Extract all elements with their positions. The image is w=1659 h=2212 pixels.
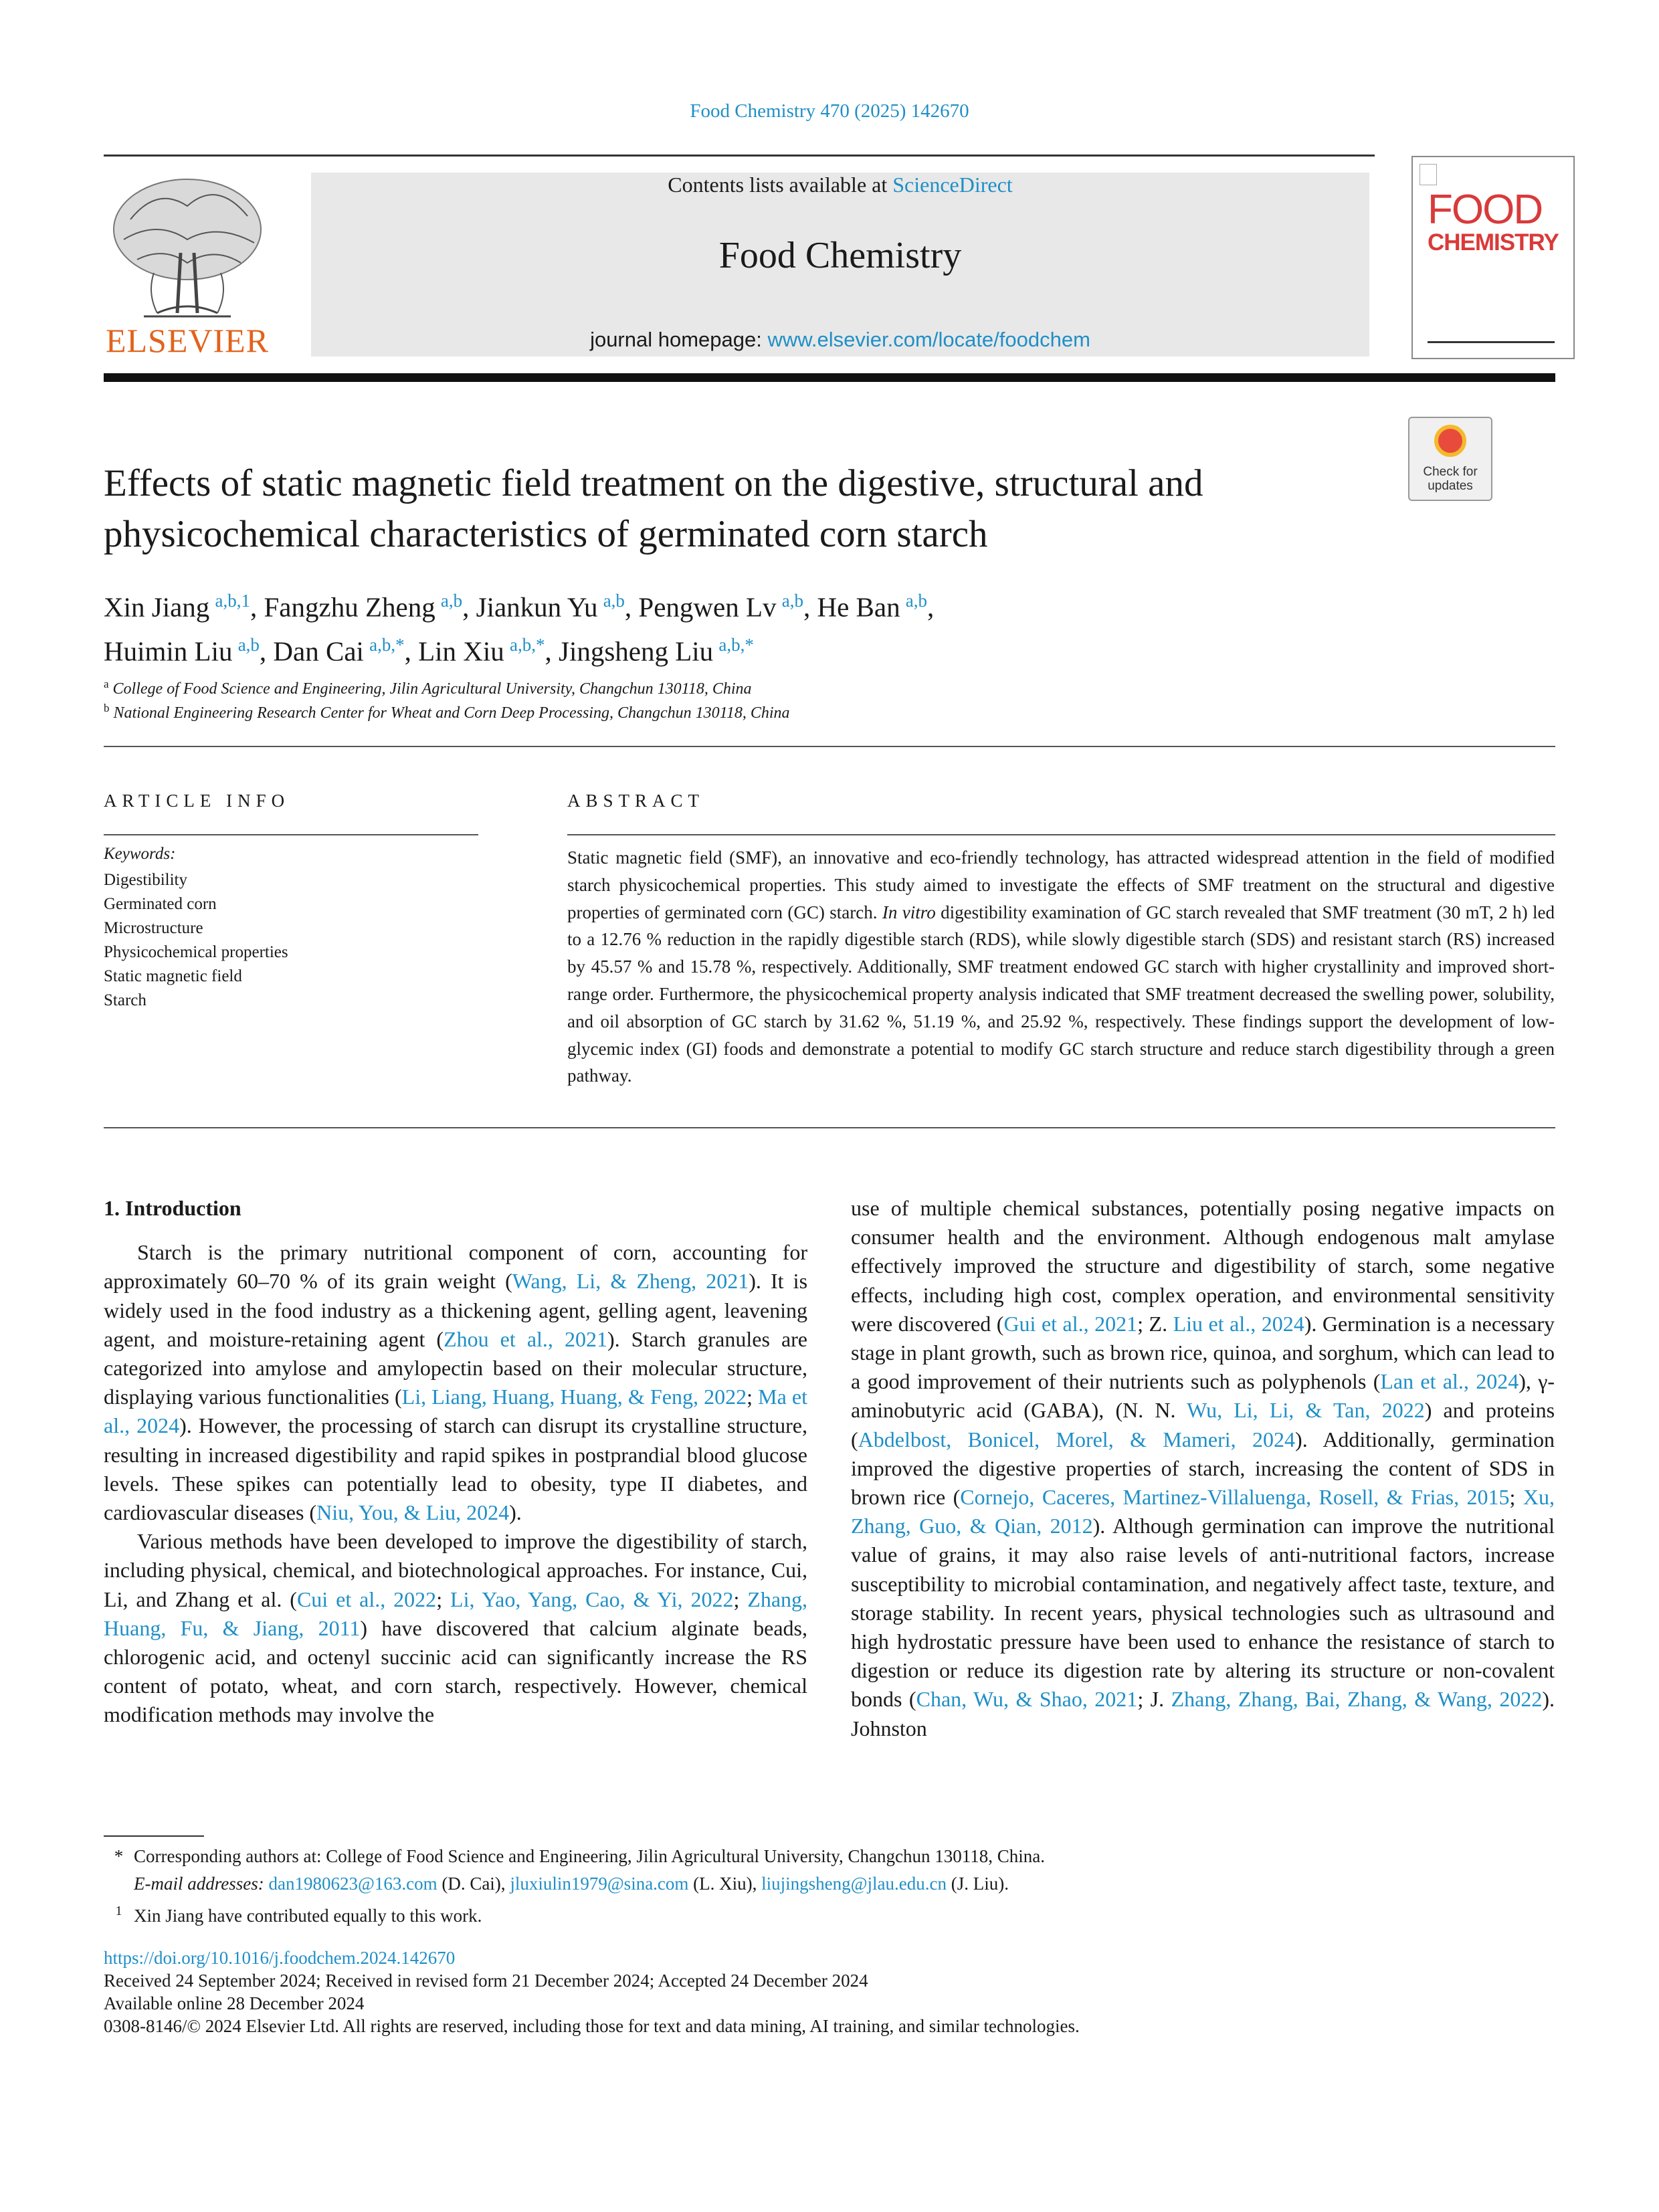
paragraph-text: Starch is the primary nutritional component of corn, accounting for approximately 60–70 % of its grain weight (	[104, 1240, 807, 1294]
cover-rule	[1428, 341, 1555, 343]
citation-link[interactable]: Wu, Li, Li, & Tan, 2022	[1187, 1398, 1425, 1423]
footnote-rule	[104, 1835, 204, 1837]
abstract-bottom-rule	[104, 1127, 1555, 1128]
author-separator: ,	[803, 591, 817, 623]
section-heading-introduction: 1. Introduction	[104, 1196, 241, 1220]
journal-cover[interactable]	[1411, 156, 1575, 359]
paragraph-text: ). However, the processing of starch can disrupt its crystalline structure, resulting in increased digestibility and rapid spikes in postprandial blood glucose levels. These spikes can potentially lead to obesity, type II diabetes, and cardiovascular diseases (	[104, 1413, 808, 1525]
email-label: E-mail addresses:	[134, 1874, 264, 1894]
author-separator: ,	[259, 635, 274, 667]
affiliation-text: College of Food Science and Engineering, Jilin Agricultural University, Changchun 130118, China	[112, 680, 752, 698]
keywords-label: Keywords:	[104, 845, 176, 863]
article-info-rule	[104, 834, 478, 835]
paragraph-text: ). Johnston	[851, 1687, 1555, 1740]
email-link[interactable]: dan1980623@163.com	[268, 1874, 437, 1894]
paragraph-text: ), γ-aminobutyric acid (GABA), (N. N.	[851, 1369, 1555, 1423]
paragraph	[104, 1527, 807, 1729]
keyword-item: Germinated corn	[104, 895, 217, 913]
paragraph-text: ). It is widely used in the food industry as a thickening agent, gelling agent, leavening agent, and moisture-retaining agent (	[104, 1269, 808, 1351]
author-separator: ,	[927, 591, 935, 623]
citation-link[interactable]: Lan et al., 2024	[1380, 1369, 1519, 1394]
author-separator: ,	[545, 635, 559, 667]
paragraph-text: ;	[1509, 1485, 1523, 1510]
citation-link[interactable]: Chan, Wu, & Shao, 2021	[916, 1687, 1138, 1712]
citation-link[interactable]: Liu et al., 2024	[1173, 1311, 1304, 1336]
contents-line	[311, 173, 1369, 197]
affiliation-b	[104, 702, 1508, 722]
email-link[interactable]: jluxiulin1979@sina.com	[510, 1874, 689, 1894]
paragraph-text: ). Starch granules are categorized into amylose and amylopectin based on their molecular structure, displaying various functionalities (	[104, 1326, 808, 1409]
header-top-rule	[104, 155, 1375, 157]
paragraph	[851, 1194, 1555, 1743]
affiliation-text: National Engineering Research Center for Wheat and Corn Deep Processing, Changchun 130118, China	[113, 704, 790, 722]
email-owner: (D. Cai),	[437, 1874, 510, 1894]
author-affiliation-mark[interactable]: a,b	[781, 591, 803, 611]
journal-homepage	[311, 328, 1369, 352]
author-name[interactable]: Pengwen Lv	[638, 591, 782, 623]
elsevier-wordmark: ELSEVIER	[105, 322, 270, 359]
keyword-item: Physicochemical properties	[104, 943, 288, 961]
keyword-item: Digestibility	[104, 871, 187, 889]
author-line-1	[104, 582, 1442, 626]
tree-logo-icon	[104, 173, 271, 326]
paragraph-text: ). Additionally, germination improved the digestive properties of starch, increasing the content of SDS in brown rice (	[851, 1427, 1555, 1510]
author-affiliation-mark[interactable]: a,b	[905, 591, 928, 611]
paragraph-text: ). Although germination can improve the nutritional value of grains, it may also raise levels of anti-nutritional factors, increase susceptibility to microbial contamination, and negatively affect taste, texture, and storage stability. In recent years, physical technologies such as ultrasound and high hydrostatic pressure have been used to enhance the resistance of starch to digestion or reduce its digestion rate by altering its structure or non-covalent bonds (	[851, 1514, 1555, 1712]
contents-prefix: Contents lists available at	[668, 173, 893, 197]
check-for-updates-badge[interactable]	[1408, 417, 1492, 501]
email-addresses	[104, 1870, 1575, 1898]
abstract-rule	[567, 834, 1555, 835]
article-info-heading: ARTICLE INFO	[104, 791, 290, 811]
corresponding-author-note	[104, 1843, 1575, 1870]
author-name[interactable]: Fangzhu Zheng	[264, 591, 441, 623]
paragraph-text: ) have discovered that calcium alginate beads, chlorogenic acid, and octenyl succinic acid can significantly increase the RS content of potato, wheat, and corn starch, respectively. However, chemical modification methods may involve the	[104, 1615, 808, 1727]
paragraph-text: ) and proteins (	[851, 1398, 1555, 1451]
author-affiliation-mark[interactable]: a,b,*	[510, 634, 545, 655]
keyword-item: Static magnetic field	[104, 967, 242, 985]
doi-link[interactable]: https://doi.org/10.1016/j.foodchem.2024.142670	[104, 1948, 456, 1968]
author-separator: ,	[250, 591, 264, 623]
citation-link[interactable]: Wang, Li, & Zheng, 2021	[512, 1269, 749, 1294]
cover-emblem-icon	[1420, 164, 1437, 185]
paragraph	[104, 1238, 807, 1527]
received-dates: Received 24 September 2024; Received in revised form 21 December 2024; Accepted 24 December 2024	[104, 1971, 868, 1991]
footnote-mark: *	[114, 1846, 124, 1866]
abstract-part: digestibility examination of GC starch revealed that SMF treatment (30 mT, 2 h) led to a 12.76 % reduction in the rapidly digestible starch (RDS), while slowly digestible starch (SDS) and resistant starch (RS) increased by 45.57 % and 15.78 %, respectively. Additionally, SMF treatment endowed GC starch with higher crystallinity and improved short-range order. Furthermore, the physicochemical property analysis indicated that SMF treatment decreased the swelling power, solubility, and oil absorption of GC starch by 31.62 %, 51.19 %, and 25.92 %, respectively. These findings support the development of low-glycemic index (GI) foods and demonstrate a potential to modify GC starch structure and reduce starch digestibility through a green pathway.	[567, 902, 1555, 1086]
sciencedirect-link[interactable]: ScienceDirect	[892, 173, 1013, 197]
keyword-item: Starch	[104, 991, 147, 1009]
homepage-link[interactable]: www.elsevier.com/locate/foodchem	[767, 328, 1090, 351]
copyright-line: 0308-8146/© 2024 Elsevier Ltd. All rights are reserved, including those for text and data mining, AI training, and similar technologies.	[104, 2016, 1080, 2036]
available-online: Available online 28 December 2024	[104, 1993, 365, 2013]
body-column-right	[851, 1194, 1555, 1743]
email-link[interactable]: liujingsheng@jlau.edu.cn	[761, 1874, 947, 1894]
affiliation-rule	[104, 746, 1555, 747]
author-list	[104, 582, 1442, 670]
author-affiliation-mark[interactable]: a,b	[440, 591, 463, 611]
journal-reference[interactable]: Food Chemistry 470 (2025) 142670	[690, 100, 969, 122]
paragraph-text: ;	[747, 1385, 759, 1409]
abstract-part: Static magnetic field (SMF), an innovative and eco-friendly technology, has attracted widespread attention in the field of modified starch physicochemical properties. This study aimed to investigate the effects of SMF treatment on the structural and digestive properties of germinated corn (GC) starch.	[567, 847, 1555, 922]
email-owner: (L. Xiu),	[688, 1874, 762, 1894]
citation-link[interactable]: Ma et al., 2024	[104, 1385, 808, 1438]
author-name[interactable]: Jingsheng Liu	[559, 635, 719, 667]
citation-link[interactable]: Abdelbost, Bonicel, Morel, & Mameri, 2024	[858, 1427, 1296, 1451]
author-name[interactable]: Jiankun Yu	[476, 591, 603, 623]
author-affiliation-mark[interactable]: a,b,*	[369, 634, 405, 655]
journal-title: Food Chemistry	[718, 235, 962, 276]
abstract-heading: ABSTRACT	[567, 791, 705, 811]
paragraph-text: ; Z.	[1137, 1311, 1173, 1336]
author-separator: ,	[404, 635, 419, 667]
crossmark-icon	[1434, 425, 1466, 457]
author-affiliation-mark[interactable]: a,b	[237, 634, 260, 655]
author-affiliation-mark[interactable]: a,b,1	[215, 591, 250, 611]
citation-link[interactable]: Zhang, Huang, Fu, & Jiang, 2011	[104, 1587, 808, 1640]
elsevier-logo[interactable]	[104, 173, 271, 360]
body-column-left	[104, 1194, 807, 1730]
affiliation-mark: a	[104, 678, 109, 690]
author-affiliation-mark[interactable]: a,b,*	[718, 634, 754, 655]
author-name[interactable]: Lin Xiu	[418, 635, 510, 667]
author-affiliation-mark[interactable]: a,b	[603, 591, 625, 611]
citation-link[interactable]: Cornejo, Caceres, Martinez-Villaluenga, Rosell, & Frias, 2015	[960, 1485, 1510, 1510]
paragraph-text: Various methods have been developed to improve the digestibility of starch, including physical, chemical, and biotechnological approaches. For instance, Cui, Li, and Zhang et al. (	[104, 1529, 807, 1611]
citation-link[interactable]: Xu, Zhang, Guo, & Qian, 2012	[851, 1485, 1555, 1538]
affiliation-a	[104, 678, 1508, 698]
cover-title-chemistry: CHEMISTRY	[1428, 229, 1559, 256]
cover-title-food: FOOD	[1428, 187, 1543, 233]
keyword-list	[104, 868, 288, 1013]
footnote-mark: 1	[115, 1904, 122, 1918]
citation-link[interactable]: Li, Yao, Yang, Cao, & Yi, 2022	[450, 1587, 734, 1611]
footnote-text: Corresponding authors at: College of Food Science and Engineering, Jilin Agricultural University, Changchun 130118, China.	[134, 1846, 1046, 1866]
paragraph-text: use of multiple chemical substances, potentially posing negative impacts on consumer health and the environment. Although endogenous malt amylase effectively improved the structure and digestibility of starch, some negative effects, including high cost, complex operation, and environmental sensitivity were discovered (	[851, 1196, 1555, 1336]
paragraph-text: ). Germination is a necessary stage in plant growth, such as brown rice, quinoa, and sorghum, which can lead to a good improvement of their nutrients such as polyphenols (	[851, 1311, 1555, 1394]
footnote-text: Xin Jiang have contributed equally to this work.	[134, 1906, 482, 1926]
footnotes	[104, 1843, 1575, 1930]
author-name[interactable]: He Ban	[817, 591, 906, 623]
citation-link[interactable]: Zhou et al., 2021	[444, 1326, 607, 1351]
author-name[interactable]: Xin Jiang	[104, 591, 215, 623]
citation-link[interactable]: Zhang, Zhang, Bai, Zhang, & Wang, 2022	[1171, 1687, 1543, 1712]
keyword-item: Microstructure	[104, 919, 203, 937]
citation-link[interactable]: Li, Liang, Huang, Huang, & Feng, 2022	[401, 1385, 747, 1409]
paragraph-text: ;	[436, 1587, 451, 1611]
citation-link[interactable]: Cui et al., 2022	[296, 1587, 437, 1611]
abstract-text	[567, 844, 1555, 1090]
author-separator: ,	[462, 591, 476, 623]
header-bottom-rule	[104, 373, 1555, 382]
abstract-italic: In vitro	[882, 902, 936, 922]
author-name[interactable]: Huimin Liu	[104, 635, 238, 667]
author-separator: ,	[624, 591, 639, 623]
citation-link[interactable]: Gui et al., 2021	[1003, 1311, 1138, 1336]
email-owner: (J. Liu).	[946, 1874, 1009, 1894]
citation-link[interactable]: Niu, You, & Liu, 2024	[316, 1500, 510, 1525]
homepage-prefix: journal homepage:	[590, 328, 768, 351]
author-name[interactable]: Dan Cai	[273, 635, 370, 667]
crossmark-label: Check for updates	[1423, 465, 1478, 493]
article-title: Effects of static magnetic field treatment on the digestive, structural and physicochemical characteristics of germinated corn starch	[104, 462, 1203, 555]
author-line-2	[104, 626, 1442, 670]
publication-info	[104, 1946, 1575, 2037]
paragraph-text: ; J.	[1137, 1687, 1171, 1712]
affiliation-mark: b	[104, 702, 110, 714]
paragraph-text: ).	[509, 1500, 522, 1525]
paragraph-text: ;	[733, 1587, 748, 1611]
equal-contribution-note	[104, 1898, 1575, 1930]
